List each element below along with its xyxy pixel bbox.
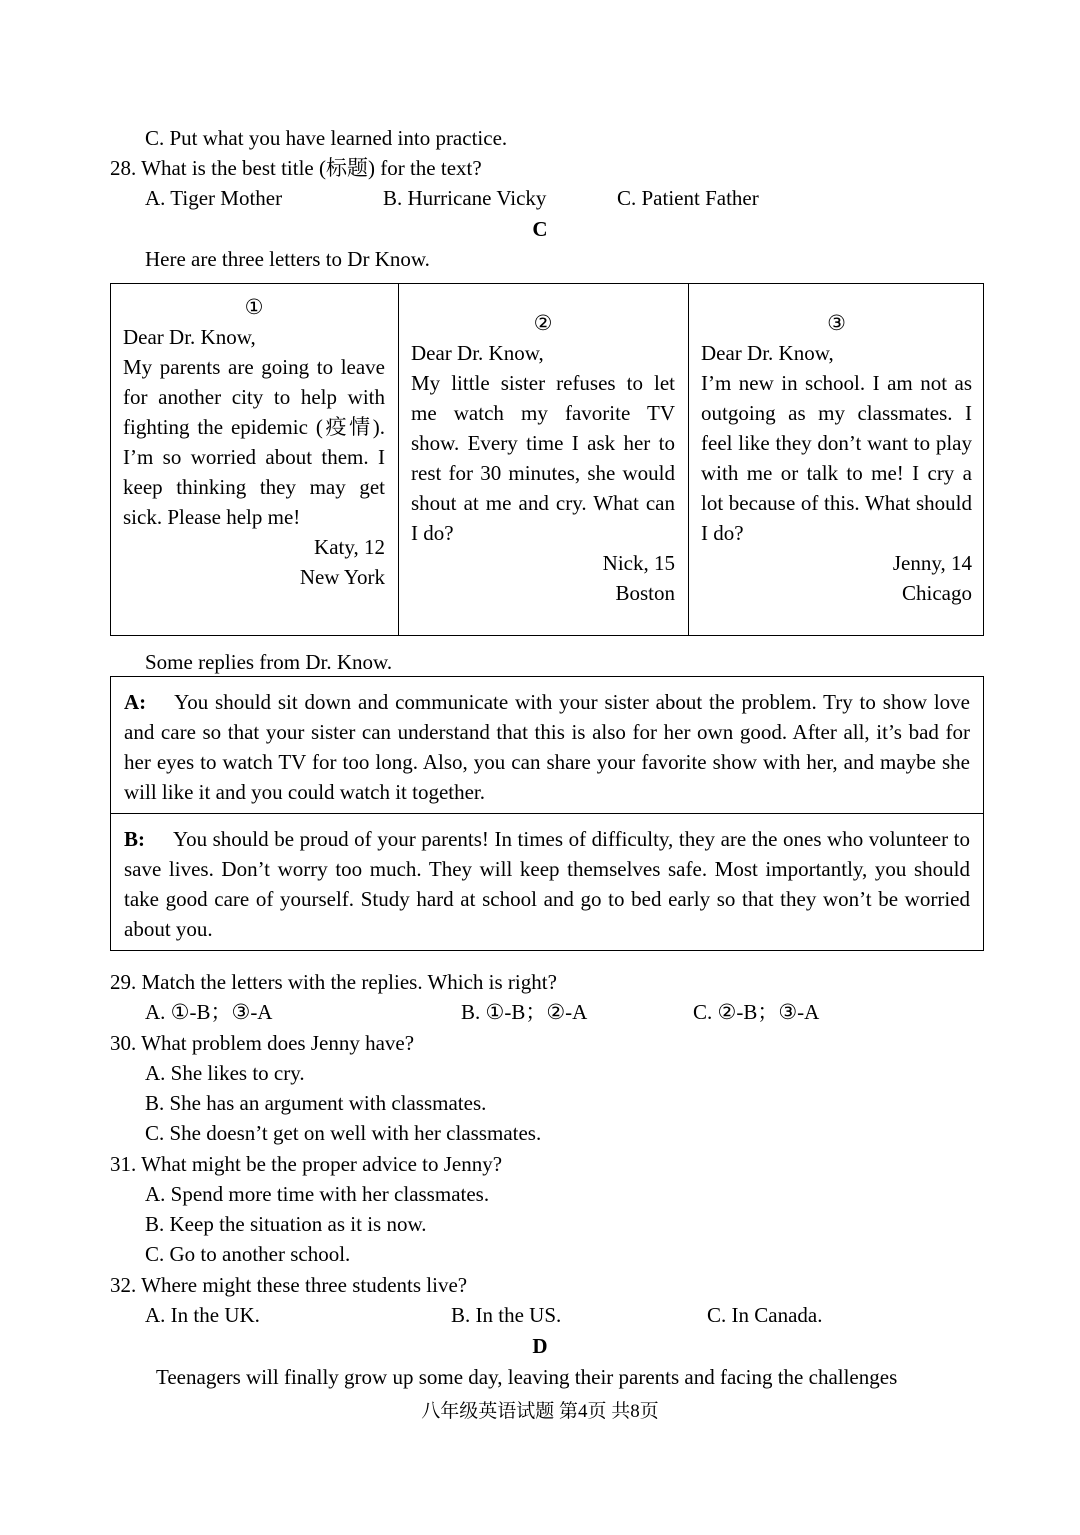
letter-number: ③ [827, 311, 846, 335]
q31-option-c: C. Go to another school. [145, 1242, 351, 1266]
q31-option-b: B. Keep the situation as it is now. [145, 1212, 427, 1236]
letters-table [110, 283, 984, 636]
q32-option-c: C. In Canada. [707, 1303, 823, 1327]
section-c-intro: Here are three letters to Dr Know. [145, 247, 430, 271]
letter-number: ① [244, 295, 264, 319]
letter-1 [111, 284, 398, 635]
q29-option-a: A. ①-B；③-A [145, 1000, 273, 1024]
reply-tag: B: [124, 827, 145, 851]
q28-option-c: C. Patient Father [617, 186, 759, 210]
q29-question: 29. Match the letters with the replies. Which is right? [110, 970, 557, 994]
section-c-heading: C [532, 217, 548, 241]
q27-option-c: C. Put what you have learned into practice. [145, 126, 508, 150]
replies-intro: Some replies from Dr. Know. [145, 650, 393, 674]
reply-a [111, 677, 983, 813]
reply-b [111, 813, 983, 950]
letter-signature-city: Boston [615, 581, 675, 605]
q32-question: 32. Where might these three students live? [110, 1273, 468, 1297]
q28-option-a: A. Tiger Mother [145, 186, 283, 210]
reply-text: You should sit down and communicate with your sister about the problem. Try to show love and care so that your sister can understand that this is also for her own good. After all, it’s bad for her eyes to watch TV for too long. Also, you can share your favorite show with her, and maybe she will like it and you could watch it together. [124, 690, 970, 804]
q30-option-b: B. She has an argument with classmates. [145, 1091, 487, 1115]
letter-greeting: Dear Dr. Know, [701, 341, 834, 365]
q28-option-b: B. Hurricane Vicky [383, 186, 547, 210]
letter-body: I’m new in school. I am not as outgoing as my classmates. I feel like they don’t want to play with me or talk to me! I cry a lot because of this. What should I do? [701, 371, 972, 545]
q29-option-b: B. ①-B；②-A [461, 1000, 588, 1024]
q30-option-a: A. She likes to cry. [145, 1061, 305, 1085]
q30-question: 30. What problem does Jenny have? [110, 1031, 415, 1055]
letter-signature-city: Chicago [902, 581, 972, 605]
letter-greeting: Dear Dr. Know, [123, 325, 256, 349]
letter-signature-city: New York [299, 565, 385, 589]
q31-option-a: A. Spend more time with her classmates. [145, 1182, 490, 1206]
reply-text: You should be proud of your parents! In times of difficulty, they are the ones who volunteer to save lives. Don’t worry too much. They will keep themselves safe. Most importantly, you should take good care of yourself. Study hard at school and go to bed early so that they won’t be worried about you. [124, 827, 970, 941]
letter-greeting: Dear Dr. Know, [411, 341, 544, 365]
letter-body: My parents are going to leave for another city to help with fighting the epidemic (疫情). I’m so worried about them. I keep thinking they may get sick. Please help me! [123, 355, 385, 529]
letter-3 [688, 284, 985, 635]
q28-question: 28. What is the best title (标题) for the text? [110, 156, 482, 180]
section-d-first-line: Teenagers will finally grow up some day, leaving their parents and facing the challenges [156, 1365, 898, 1389]
q29-option-c: C. ②-B；③-A [693, 1000, 820, 1024]
q32-option-a: A. In the UK. [145, 1303, 260, 1327]
letter-number: ② [533, 311, 553, 335]
letter-signature-name: Nick, 15 [602, 551, 675, 575]
section-d-heading: D [532, 1334, 548, 1358]
letter-body: My little sister refuses to let me watch my favorite TV show. Every time I ask her to rest for 30 minutes, she would shout at me and cry. What can I do? [411, 371, 675, 545]
q30-option-c: C. She doesn’t get on well with her classmates. [145, 1121, 542, 1145]
replies-table [110, 676, 984, 951]
q31-question: 31. What might be the proper advice to Jenny? [110, 1152, 503, 1176]
letter-2 [398, 284, 688, 635]
reply-tag: A: [124, 690, 147, 714]
q32-option-b: B. In the US. [451, 1303, 562, 1327]
letter-signature-name: Jenny, 14 [892, 551, 972, 575]
letter-signature-name: Katy, 12 [314, 535, 385, 559]
page-footer: 八年级英语试题 第4页 共8页 [421, 1401, 659, 1422]
